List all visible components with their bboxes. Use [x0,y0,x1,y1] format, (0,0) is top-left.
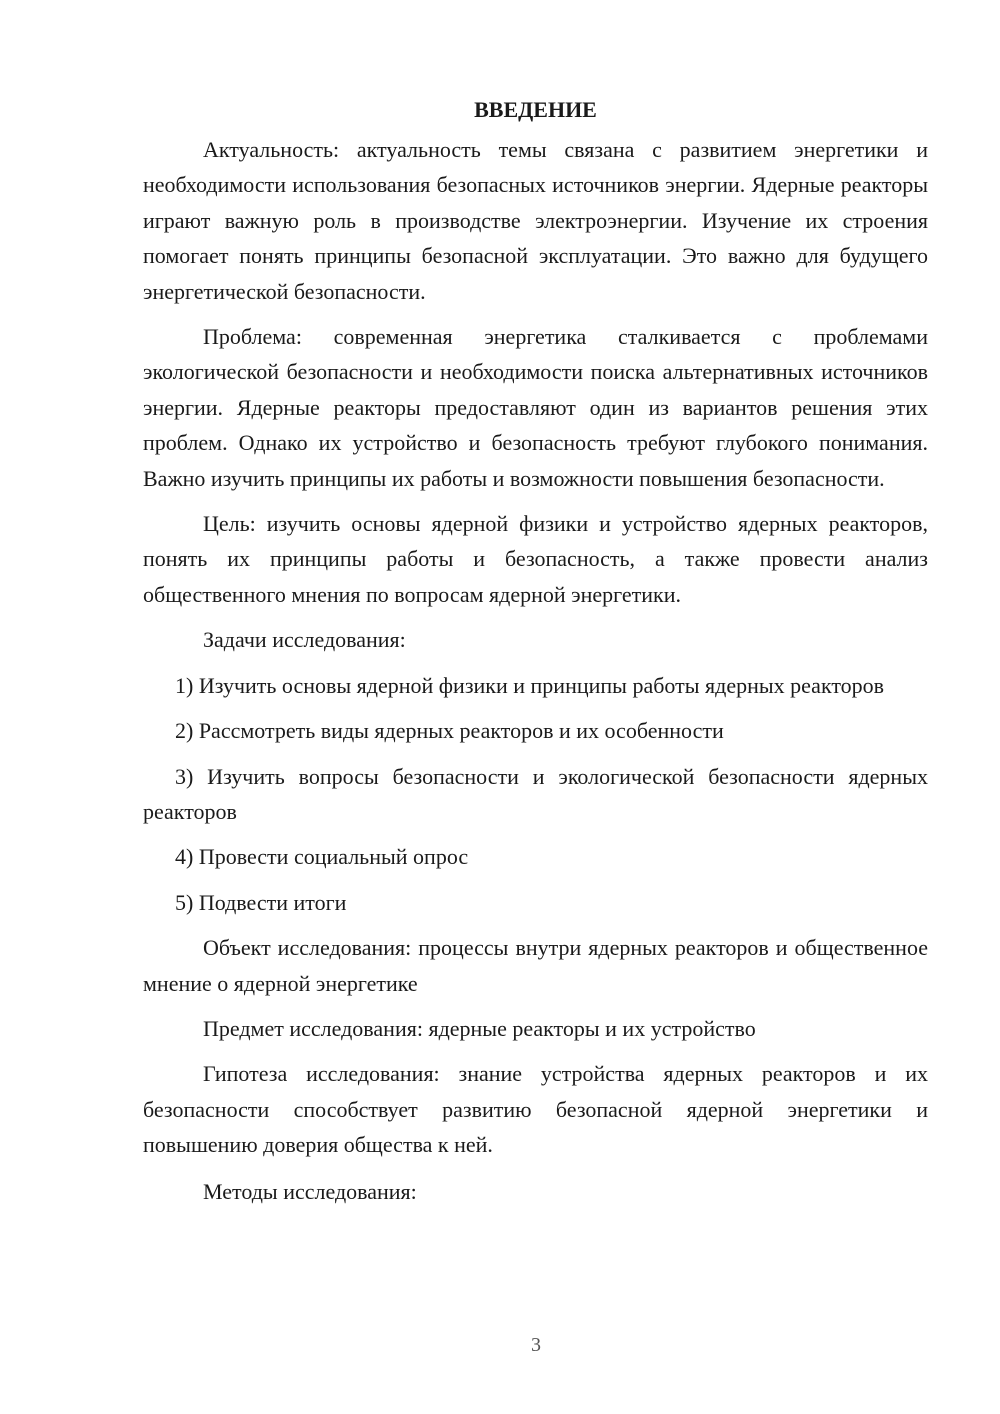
paragraph-subject: Предмет исследования: ядерные реакторы и их устройство [203,1015,756,1041]
paragraph-hypothesis: Гипотеза исследования: знание устройства ядерных реакторов и их безопасности способствует развитию безопасной ядерной энергетики и повышению доверия общества к ней. [143,1061,928,1158]
paragraph-tasks-heading: Задачи исследования: [203,627,406,653]
task-item-3: 3) Изучить вопросы безопасности и экологической безопасности ядерных реакторов [143,763,928,824]
task-item-2: 2) Рассмотреть виды ядерных реакторов и их особенности [175,718,724,744]
paragraph-methods: Методы исследования: [203,1178,417,1204]
task-item-1: 1) Изучить основы ядерной физики и принципы работы ядерных реакторов [175,672,885,698]
paragraph-goal: Цель: изучить основы ядерной физики и устройство ядерных реакторов, понять их принципы работы и безопасность, а также провести анализ общественного мнения по вопросам ядерной энергетики. [143,511,928,607]
task-item-5: 5) Подвести итоги [175,889,347,915]
paragraph-problem: Проблема: современная энергетика сталкивается с проблемами экологической безопасности и необходимости поиска альтернативных источников энергии. Ядерные реакторы предоставляют один из вариантов решения этих проблем. Однако их устройство и безопасность требуют глубокого понимания. Важно изучить принципы их работы и возможности повышения безопасности. [143,324,928,491]
section-title: ВВЕДЕНИЕ [474,97,597,122]
paragraph-object: Объект исследования: процессы внутри ядерных реакторов и общественное мнение о ядерной энергетике [143,935,928,996]
paragraph-relevance: Актуальность: актуальность темы связана с развитием энергетики и необходимости использования безопасных источников энергии. Ядерные реакторы играют важную роль в производстве электроэнергии. Изучение их строения помогает понять принципы безопасной эксплуатации. Это важно для будущего энергетической безопасности. [143,137,928,304]
page-number: 3 [531,1334,541,1356]
document-page [143,96,928,1209]
task-item-4: 4) Провести социальный опрос [175,844,469,870]
